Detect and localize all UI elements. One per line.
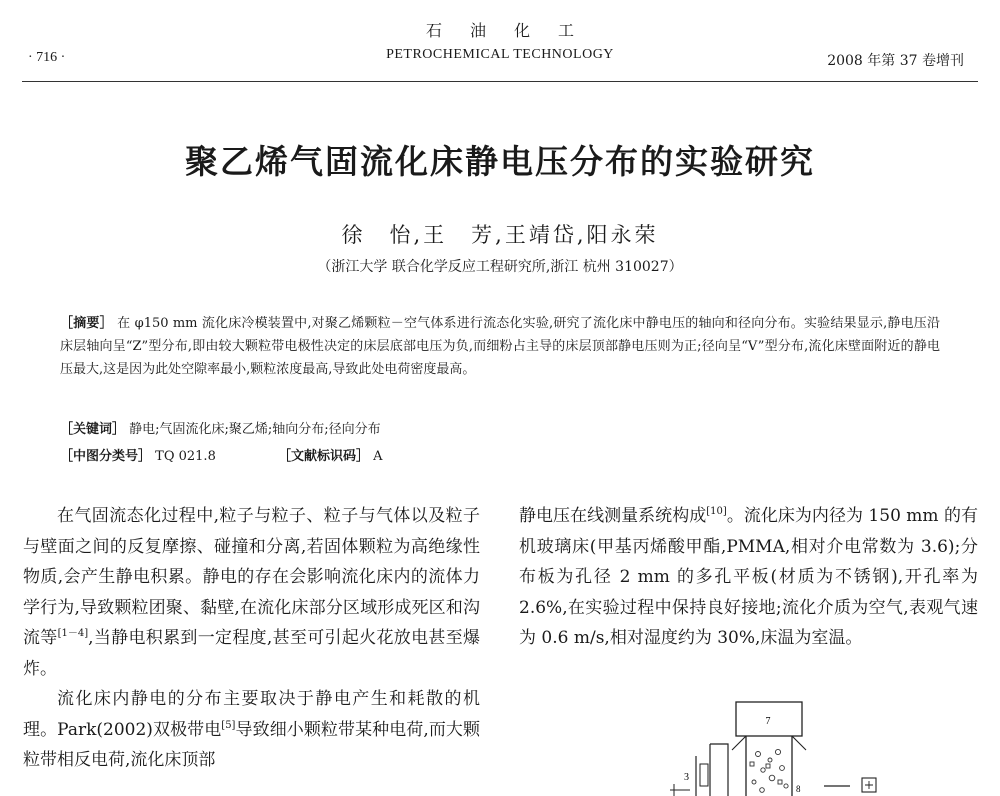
- paragraph-text: 流化床内静电的分布主要取决于静电产生和耗散的机理。Park(2002)双极带电: [23, 689, 480, 740]
- meter-dial: [865, 781, 873, 789]
- author-affiliation: （浙江大学 联合化学反应工程研究所,浙江 杭州 310027）: [317, 259, 683, 275]
- abstract-label: ［摘要］: [60, 316, 113, 331]
- issue-volume: 2008 年第 37 卷增刊: [827, 53, 964, 69]
- keywords-label: ［关键词］: [60, 422, 126, 437]
- clc-number: [60, 445, 216, 464]
- body-paragraph: [519, 501, 978, 654]
- document-code-label: ［文献标识码］: [278, 449, 370, 464]
- figure-label-7: 7: [765, 716, 771, 727]
- paragraph-text: 在气固流态化过程中,粒子与粒子、粒子与气体以及粒子与壁面之间的反复摩擦、碰撞和分离,若固体颗粒为高绝缘性物质,会产生静电积累。静电的存在会影响流化床内的流体力学行为,导致颗粒团聚、黏壁,在流化床部分区域形成死区和沟流等: [23, 506, 480, 648]
- clc-label: ［中图分类号］: [60, 449, 152, 464]
- journal-title-chinese: 石油化工: [425, 21, 602, 40]
- article-authors: 徐 怡,王 芳,王靖岱,阳永荣: [341, 223, 659, 247]
- figure-label-8: 8: [796, 784, 801, 794]
- abstract: [60, 312, 940, 381]
- electrometer-box: [700, 764, 708, 786]
- body-right-column: [519, 501, 978, 654]
- figure-label-3: 3: [684, 772, 689, 783]
- abstract-text: 在 φ150 mm 流化床冷模装置中,对聚乙烯颗粒－空气体系进行流态化实验,研究了流化床中静电压的轴向和径向分布。实验结果显示,静电压沿床层轴向呈“Z”型分布,即由较大颗粒带电极性决定的床层底部电压为负,而细粉占主导的床层顶部静电压则为正;径向呈“V”型分布,流化床壁面附近的静电压最大,这是因为此处空隙率最小,颗粒浓度最高,导致此处电荷密度最高。: [60, 316, 940, 377]
- keywords-text: 静电;气固流化床;聚乙烯;轴向分布;径向分布: [129, 422, 381, 437]
- keywords: [60, 418, 381, 437]
- body-paragraph: [23, 684, 480, 776]
- citation-ref: [5]: [221, 719, 236, 731]
- citation-ref: [1－4]: [57, 628, 89, 639]
- body-left-column: [23, 501, 480, 776]
- column-flare: [732, 736, 806, 750]
- probe-tube: [710, 744, 728, 796]
- paragraph-text: 。流化床为内径为 150 mm 的有机玻璃床(甲基丙烯酸甲酯,PMMA,相对介电常数为 3.6);分布板为孔径 2 mm 的多孔平板(材质为不锈钢),开孔率为 2.6%,在实验过程中保持良好接地;流化介质为空气,表观气速为 0.6 m/s,相对湿度约为 30%,床温为室温。: [519, 506, 979, 648]
- document-code: [278, 445, 383, 464]
- paragraph-text: 导致细小颗粒带某种电荷,而大颗粒带相反电荷,流化床顶部: [23, 719, 480, 770]
- valve-symbol: [670, 784, 690, 796]
- body-paragraph: [23, 501, 480, 684]
- apparatus-figure: [600, 700, 920, 796]
- paragraph-text: ,当静电积累到一定程度,甚至可引起火花放电甚至爆炸。: [23, 628, 481, 679]
- clc-value: TQ 021.8: [155, 449, 216, 464]
- particle-cluster: [750, 749, 788, 792]
- journal-title-english: PETROCHEMICAL TECHNOLOGY: [386, 47, 614, 62]
- page-number: · 716 ·: [28, 50, 66, 65]
- header-rule: [22, 81, 978, 82]
- article-title: 聚乙烯气固流化床静电压分布的实验研究: [185, 142, 815, 181]
- citation-ref: [10]: [706, 506, 727, 517]
- paragraph-text: 静电压在线测量系统构成: [519, 506, 707, 526]
- document-code-value: A: [373, 449, 383, 464]
